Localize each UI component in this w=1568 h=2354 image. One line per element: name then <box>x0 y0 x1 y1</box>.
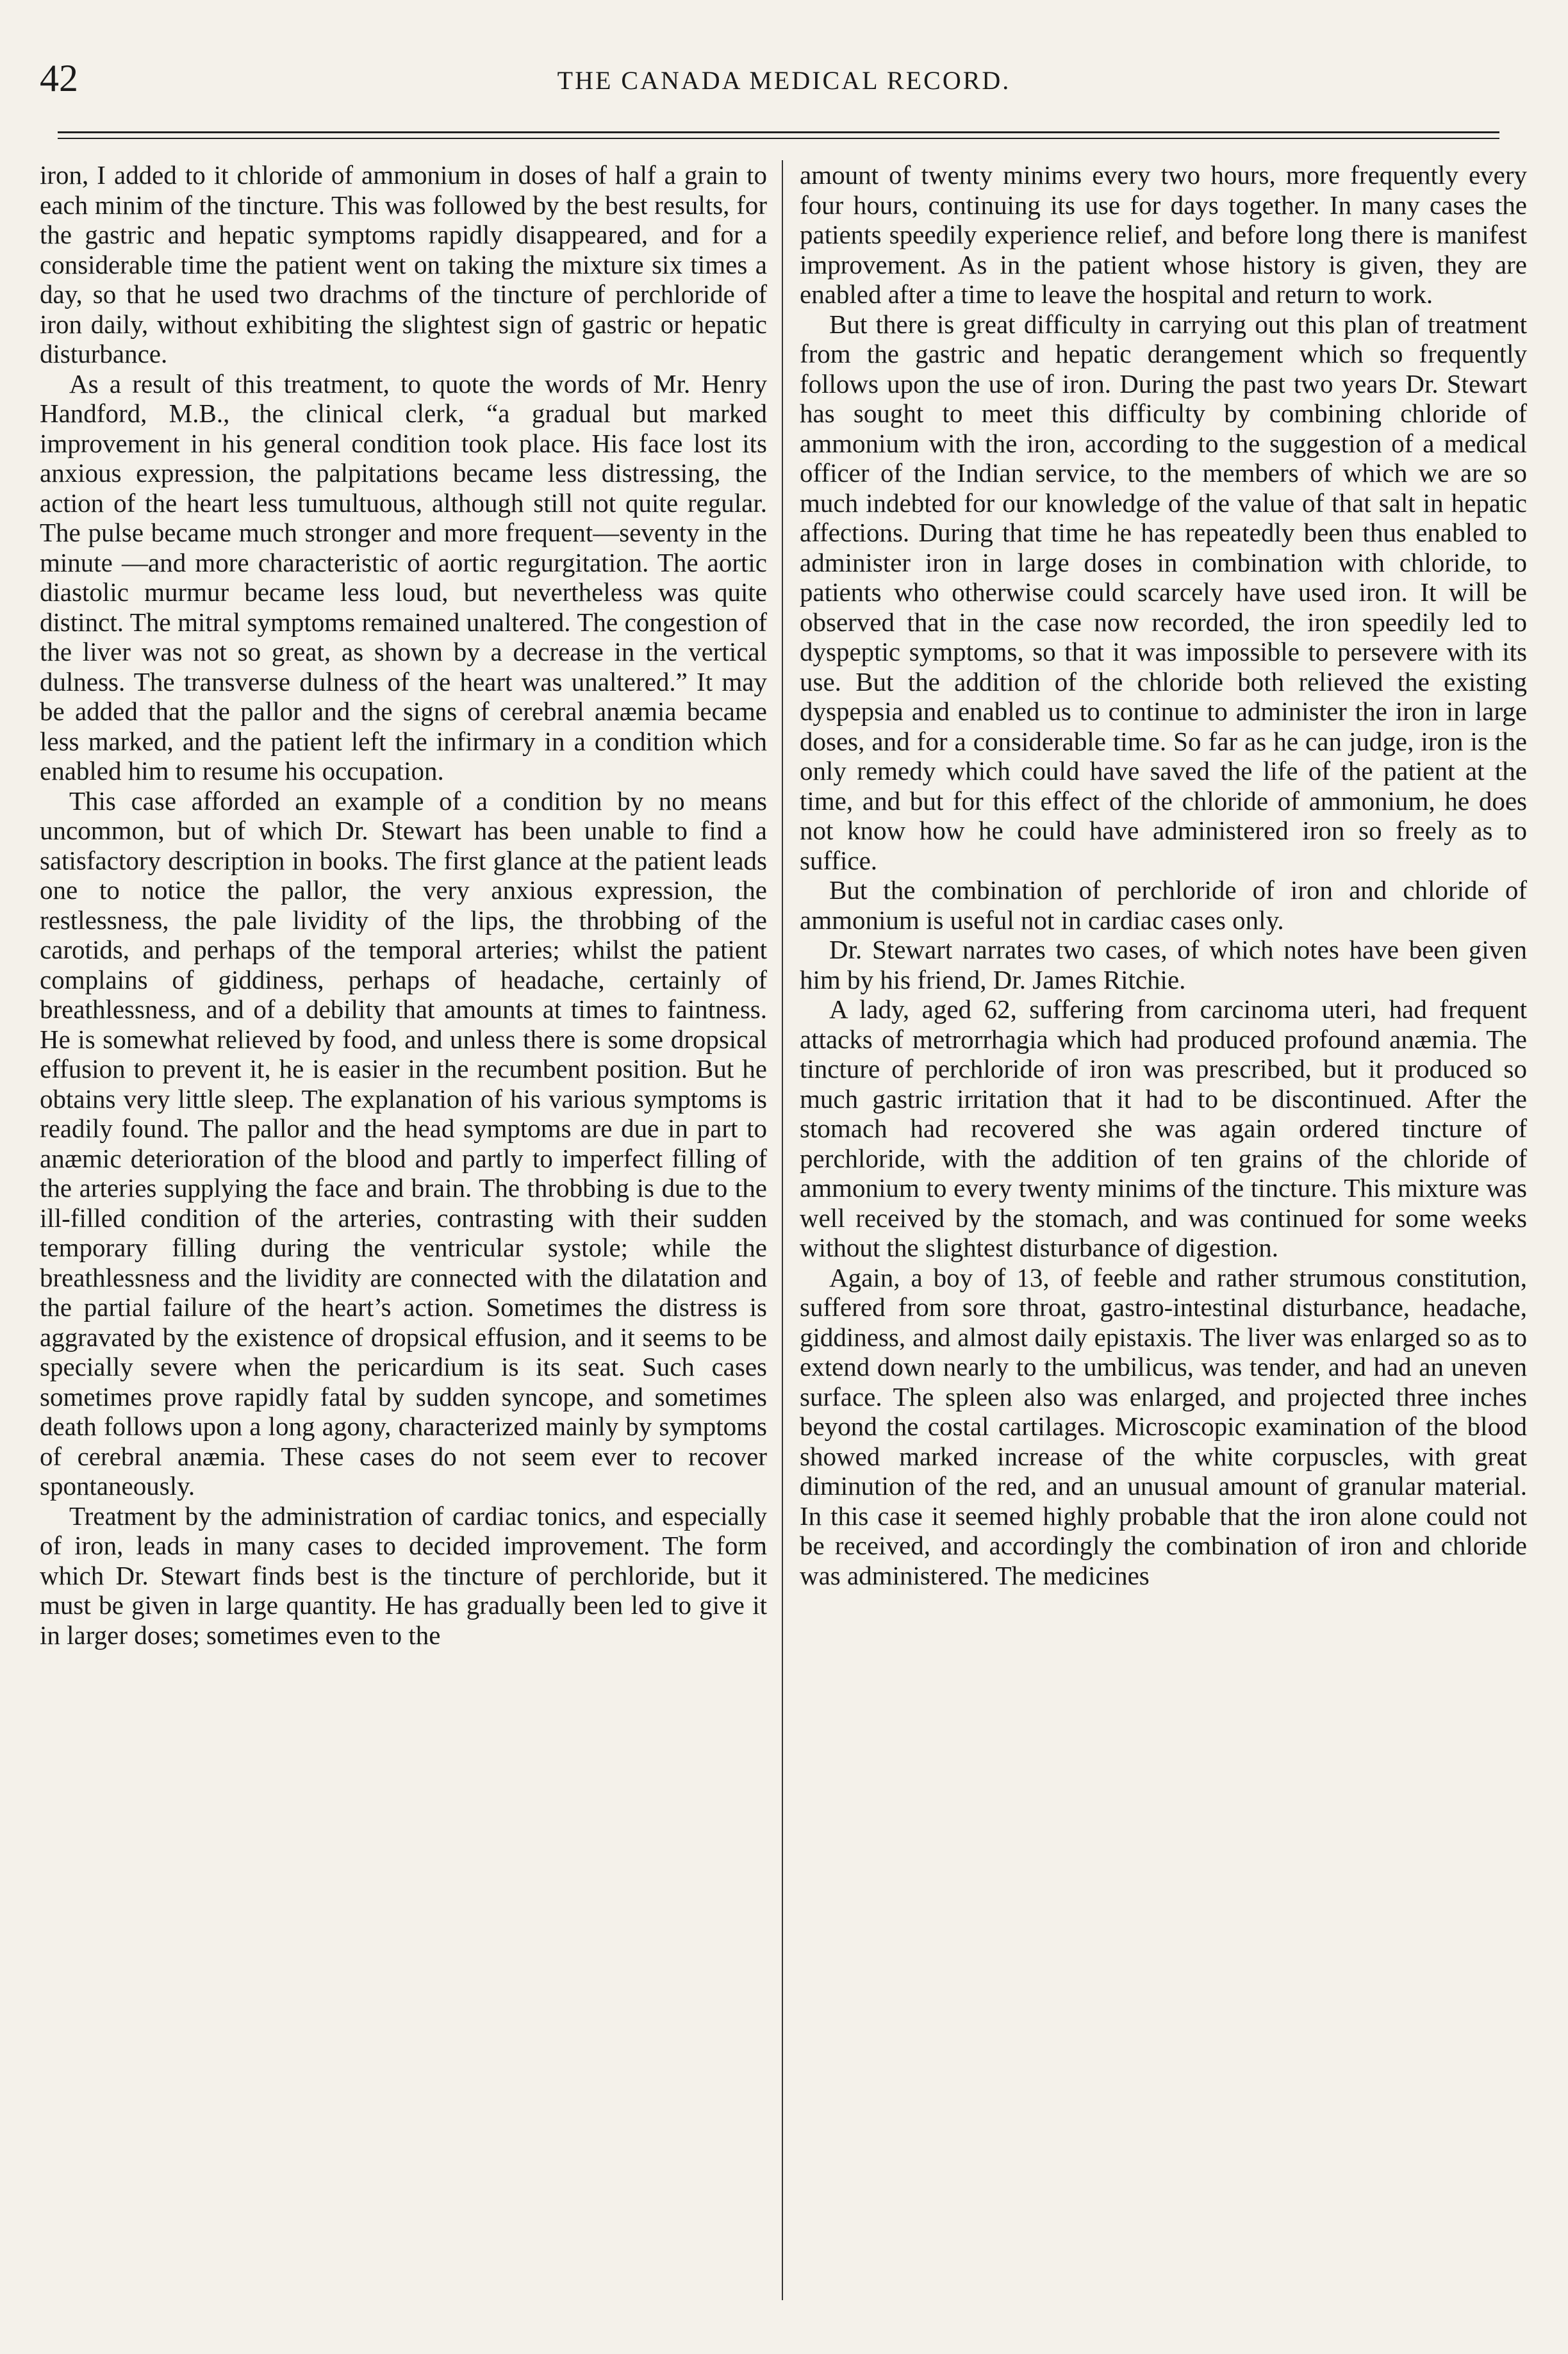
column-divider <box>782 160 783 2300</box>
paragraph: A lady, aged 62, suffering from carcinoma uteri, had frequent attacks of metrorrhagia which had produced profound anæmia. The tincture of perchloride of iron was prescribed, but it produced so much gastric irritation that it had to be discontinued. After the stomach had recovered she was again ordered tincture of perchloride, with the addition of ten grains of the chloride of ammonium to every twenty minims of the tincture. This mixture was well received by the stomach, and was continued for some weeks without the slightest disturbance of digestion. <box>800 994 1527 1262</box>
paragraph: But the combination of perchloride of iron and chloride of ammonium is useful not in cardiac cases only. <box>800 875 1527 935</box>
header-rule-double <box>58 138 1499 139</box>
paragraph: Treatment by the administration of cardiac tonics, and especially of iron, leads in many cases to decided improvement. The form which Dr. Stewart finds best is the tincture of perchloride, but it must be given in large quantity. He has gradually been led to give it in larger doses; sometimes even to the <box>40 1501 767 1650</box>
left-column <box>40 160 767 2313</box>
paragraph: Dr. Stewart narrates two cases, of which notes have been given him by his friend, Dr. James Ritchie. <box>800 935 1527 994</box>
header-rule <box>58 131 1499 133</box>
paragraph: As a result of this treatment, to quote the words of Mr. Henry Handford, M.B., the clinical clerk, “a gradual but marked improvement in his general condition took place. His face lost its anxious expression, the palpitations became less distressing, the action of the heart less tumultuous, although still not quite regular. The pulse became much stronger and more frequent—seventy in the minute —and more characteristic of aortic regurgitation. The aortic diastolic murmur became less loud, but nevertheless was quite distinct. The mitral symptoms remained unaltered. The congestion of the liver was not so great, as shown by a decrease in the vertical dulness. The transverse dulness of the heart was unaltered.” It may be added that the pallor and the signs of cerebral anæmia became less marked, and the patient left the infirmary in a condition which enabled him to resume his occupation. <box>40 368 767 786</box>
paragraph: This case afforded an example of a condition by no means uncommon, but of which Dr. Stewart has been unable to find a satisfactory description in books. The first glance at the patient leads one to notice the pallor, the very anxious expression, the restlessness, the pale lividity of the lips, the throbbing of the carotids, and perhaps of the temporal arteries; whilst the patient complains of giddiness, perhaps of headache, certainly of breathlessness, and of a debility that amounts at times to faintness. He is somewhat relieved by food, and unless there is some dropsical effusion to prevent it, he is easier in the recumbent position. But he obtains very little sleep. The explanation of his various symptoms is readily found. The pallor and the head symptoms are due in part to anæmic deterioration of the blood and partly to imperfect filling of the arteries supplying the face and brain. The throbbing is due to the ill-filled condition of the arteries, contrasting with their sudden temporary filling during the ventricular systole; while the breathlessness and the lividity are connected with the dilatation and the partial failure of the heart’s action. Sometimes the distress is aggravated by the existence of dropsical effusion, and it seems to be specially severe when the pericardium is its seat. Such cases sometimes prove rapidly fatal by sudden syncope, and sometimes death follows upon a long agony, characterized mainly by symptoms of cerebral anæmia. These cases do not seem ever to recover spontaneously. <box>40 786 767 1501</box>
right-column <box>800 160 1527 2313</box>
page-number: 42 <box>40 57 78 99</box>
paragraph: amount of twenty minims every two hours, more frequently every four hours, continuing its use for days together. In many cases the patients speedily experience relief, and before long there is manifest improvement. As in the patient whose history is given, they are enabled after a time to leave the hospital and return to work. <box>800 160 1527 309</box>
paragraph: But there is great difficulty in carrying out this plan of treatment from the gastric and hepatic derangement which so frequently follows upon the use of iron. During the past two years Dr. Stewart has sought to meet this difficulty by combining chloride of ammonium with the iron, according to the suggestion of a medical officer of the Indian service, to the members of which we are so much indebted for our knowledge of the value of that salt in hepatic affections. During that time he has repeatedly been thus enabled to administer iron in large doses in combination with chloride, to patients who otherwise could scarcely have used iron. It will be observed that in the case now recorded, the iron speedily led to dyspeptic symptoms, so that it was impossible to persevere with its use. But the addition of the chloride both relieved the existing dyspepsia and enabled us to continue to administer the iron in large doses, and for a considerable time. So far as he can judge, iron is the only remedy which could have saved the life of the patient at the time, and but for this effect of the chloride of ammonium, he does not know how he could have administered iron so freely as to suffice. <box>800 309 1527 875</box>
paragraph: Again, a boy of 13, of feeble and rather strumous constitution, suffered from sore throat, gastro-intestinal disturbance, headache, giddiness, and almost daily epistaxis. The liver was enlarged so as to extend down nearly to the umbilicus, was tender, and had an uneven surface. The spleen also was enlarged, and projected three inches beyond the costal cartilages. Microscopic examination of the blood showed marked increase of the white corpuscles, with great diminution of the red, and an unusual amount of granular material. In this case it seemed highly probable that the iron alone could not be received, and accordingly the combination of iron and chloride was administered. The medicines <box>800 1262 1527 1590</box>
paragraph: iron, I added to it chloride of ammonium in doses of half a grain to each minim of the tincture. This was followed by the best results, for the gastric and hepatic symptoms rapidly disappeared, and for a considerable time the patient went on taking the mixture six times a day, so that he used two drachms of the tincture of perchloride of iron daily, without exhibiting the slightest sign of gastric or hepatic disturbance. <box>40 160 767 368</box>
running-title: THE CANADA MEDICAL RECORD. <box>557 66 1011 95</box>
page-header <box>0 56 1568 114</box>
